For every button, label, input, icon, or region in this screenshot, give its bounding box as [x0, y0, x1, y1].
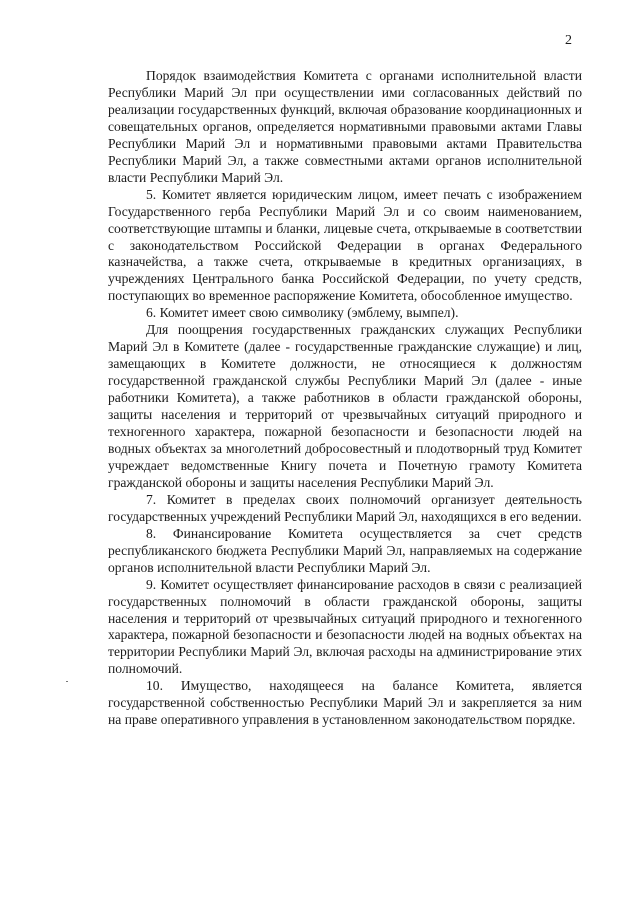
- scan-speck: [66, 681, 68, 682]
- paragraph-interaction-procedure: Порядок взаимодействия Комитета с органами исполнительной власти Республики Марий Эл при осуществлении ими согласованных действий по реализации государственных функций, включая образование координационных и совещательных органов, определяется нормативными правовыми актами Главы Республики Марий Эл и нормативными правовыми актами Правительства Республики Марий Эл, а также совместными актами органов исполнительной власти Республики Марий Эл.: [108, 68, 582, 185]
- page-number: 2: [565, 33, 572, 48]
- paragraph-item-5-legal-entity: 5. Комитет является юридическим лицом, имеет печать с изображением Государственного герба Республики Марий Эл и со своим наименованием, соответствующие штампы и бланки, лицевые счета, открываемые в соответствии с законодательством Российской Федерации в органах Федерального казначейства, а также счета, открываемые в кредитных организациях, в учреждениях Центрального банка Российской Федерации, по учету средств, поступающих во временное распоряжение Комитета, обособленное имущество.: [108, 186, 582, 304]
- paragraph-item-10-property: 10. Имущество, находящееся на балансе Комитета, является государственной собственностью Республики Марий Эл и закрепляется за ним на праве оперативного управления в установленном законодательством порядке.: [108, 678, 582, 728]
- paragraph-item-7-institutions: 7. Комитет в пределах своих полномочий организует деятельность государственных учреждений Республики Марий Эл, находящихся в его ведении.: [108, 491, 582, 524]
- paragraph-item-8-financing: 8. Финансирование Комитета осуществляется за счет средств республиканского бюджета Республики Марий Эл, направляемых на содержание органов исполнительной власти Республики Марий Эл.: [108, 525, 582, 575]
- document-body: [108, 68, 582, 729]
- paragraph-awards: Для поощрения государственных гражданских служащих Республики Марий Эл в Комитете (далее - государственные гражданские служащие) и лиц, замещающих в Комитете должности, не относящиеся к должностям государственной гражданской службы Республики Марий Эл (далее - иные работники Комитета), а также работников в области гражданской обороны, защиты населения и территорий от чрезвычайных ситуаций природного и техногенного характера, пожарной безопасности и безопасности людей на водных объектах за многолетний добросовестный и плодотворный труд Комитет учреждает ведомственные Книгу почета и Почетную грамоту Комитета гражданской обороны и защиты населения Республики Марий Эл.: [108, 322, 582, 490]
- paragraph-item-6-symbols: 6. Комитет имеет свою символику (эмблему, вымпел).: [146, 305, 459, 321]
- paragraph-item-9-expenses: 9. Комитет осуществляет финансирование расходов в связи с реализацией государственных полномочий в области гражданской обороны, защиты населения и территорий от чрезвычайных ситуаций природного и техногенного характера, пожарной безопасности и безопасности людей на водных объектах на территории Республики Марий Эл, включая расходы на администрирование этих полномочий.: [108, 576, 582, 677]
